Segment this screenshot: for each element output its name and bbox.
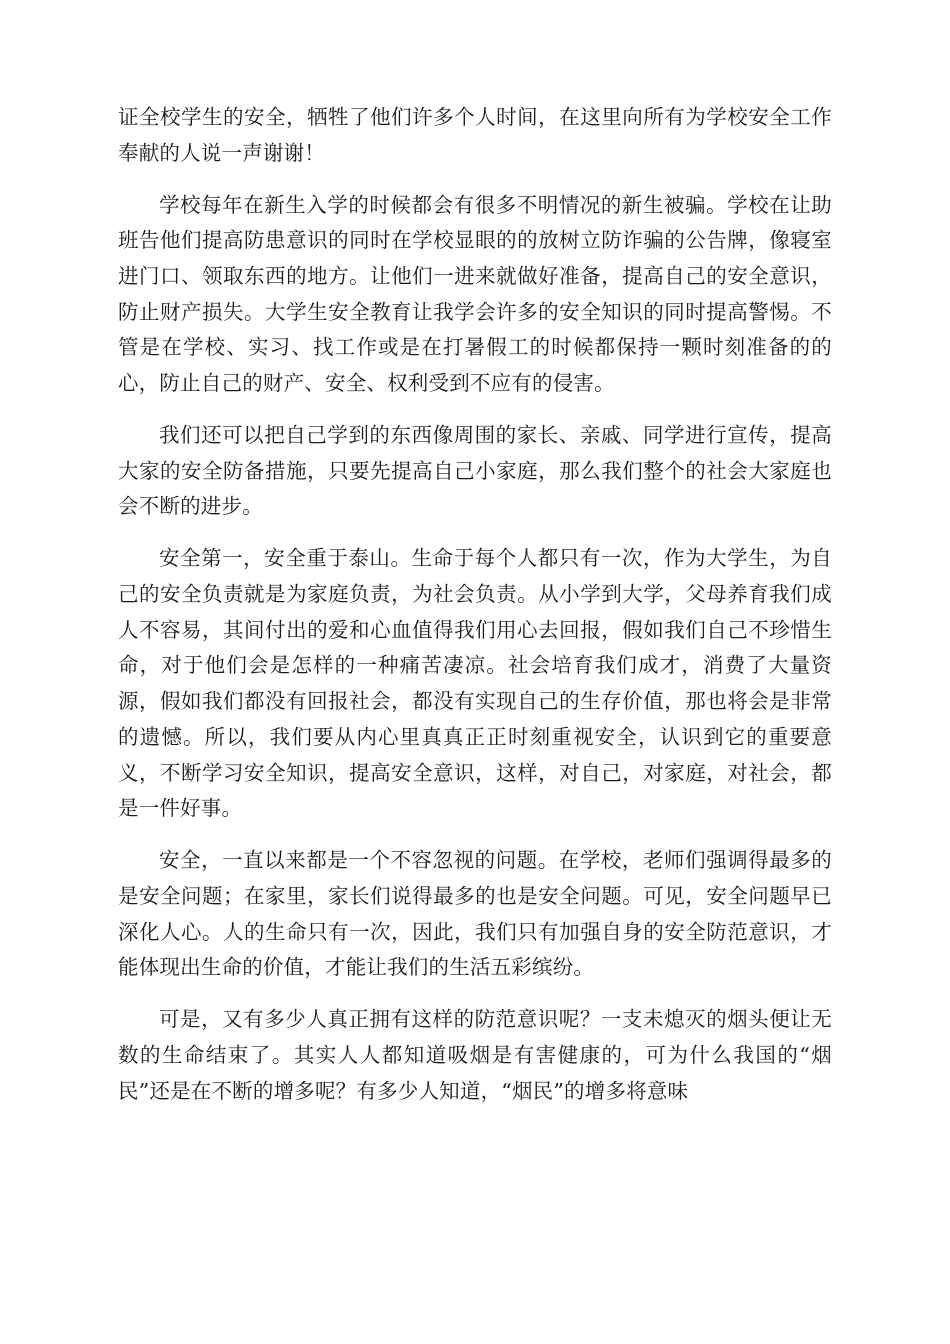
document-page bbox=[118, 100, 832, 1125]
paragraph-5: 安全，一直以来都是一个不容忽视的问题。在学校，老师们强调得最多的是安全问题；在家里，家长们说得最多的也是安全问题。可见，安全问题早已深化人心。人的生命只有一次，因此，我们只有加强自身的安全防范意识，才能体现出生命的价值，才能让我们的生活五彩缤纷。 bbox=[118, 848, 832, 980]
paragraph-2: 学校每年在新生入学的时候都会有很多不明情况的新生被骗。学校在让助班告他们提高防患意识的同时在学校显眼的的放树立防诈骗的公告牌，像寝室进门口、领取东西的地方。让他们一进来就做好准备，提高自己的安全意识，防止财产损失。大学生安全教育让我学会许多的安全知识的同时提高警惕。不管是在学校、实习、找工作或是在打暑假工的时候都保持一颗时刻准备的的心，防止自己的财产、安全、权利受到不应有的侵害。 bbox=[118, 192, 832, 396]
paragraph-6: 可是，又有多少人真正拥有这样的防范意识呢？一支未熄灭的烟头便让无数的生命结束了。其实人人都知道吸烟是有害健康的，可为什么我国的“烟民”还是在不断的增多呢？有多少人知道，“烟民”的增多将意味 bbox=[118, 1007, 832, 1103]
paragraph-4: 安全第一，安全重于泰山。生命于每个人都只有一次，作为大学生，为自己的安全负责就是为家庭负责，为社会负责。从小学到大学，父母养育我们成人不容易，其间付出的爱和心血值得我们用心去回报，假如我们自己不珍惜生命，对于他们会是怎样的一种痛苦凄凉。社会培育我们成才，消费了大量资源，假如我们都没有回报社会，都没有实现自己的生存价值，那也将会是非常的遗憾。所以，我们要从内心里真真正正时刻重视安全，认识到它的重要意义，不断学习安全知识，提高安全意识，这样，对自己，对家庭，对社会，都是一件好事。 bbox=[118, 546, 832, 821]
paragraph-1: 证全校学生的安全，牺牲了他们许多个人时间，在这里向所有为学校安全工作奉献的人说一声谢谢！ bbox=[118, 105, 832, 165]
paragraph-3: 我们还可以把自己学到的东西像周围的家长、亲戚、同学进行宣传，提高大家的安全防备措施，只要先提高自己小家庭，那么我们整个的社会大家庭也会不断的进步。 bbox=[118, 423, 832, 519]
